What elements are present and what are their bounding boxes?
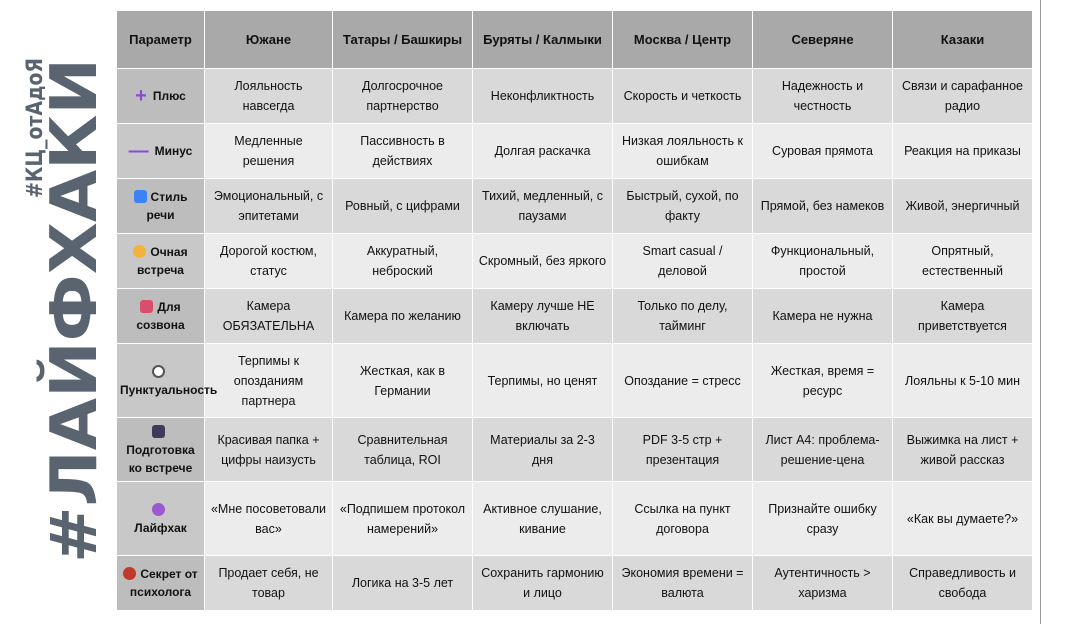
header-southerners: Южане <box>205 11 333 69</box>
table-cell: Долгосрочное партнерство <box>333 69 473 124</box>
table-cell: Экономия времени = валюта <box>613 556 753 611</box>
param-psychologist-secret: Секрет от психолога <box>117 556 205 611</box>
param-in-person-meeting: Очная встреча <box>117 234 205 289</box>
table-cell: Справедливость и свобода <box>893 556 1033 611</box>
hashtag-banner <box>8 35 112 568</box>
table-cell: Активное слушание, кивание <box>473 482 613 556</box>
param-punctuality: Пунктуальность <box>117 344 205 418</box>
table-cell: Терпимы к опозданиям партнера <box>205 344 333 418</box>
table-cell: Функциональный, простой <box>753 234 893 289</box>
header-buryats-kalmyks: Буряты / Калмыки <box>473 11 613 69</box>
table-row <box>117 344 1033 418</box>
table-cell: Долгая раскачка <box>473 124 613 179</box>
table-cell: Неконфликтность <box>473 69 613 124</box>
table-cell: Суровая прямота <box>753 124 893 179</box>
table-cell: Красивая папка + цифры наизусть <box>205 418 333 482</box>
table-cell: Опрятный, естественный <box>893 234 1033 289</box>
table-cell: Скорость и четкость <box>613 69 753 124</box>
table-cell: Прямой, без намеков <box>753 179 893 234</box>
table-cell: PDF 3-5 стр + презентация <box>613 418 753 482</box>
table-cell: Эмоциональный, с эпитетами <box>205 179 333 234</box>
header-moscow-center: Москва / Центр <box>613 11 753 69</box>
param-preparation: Подготовка ко встрече <box>117 418 205 482</box>
table-cell: «Подпишем протокол намерений» <box>333 482 473 556</box>
table-cell: Опоздание = стресс <box>613 344 753 418</box>
table-cell: Аккуратный, неброский <box>333 234 473 289</box>
table-cell: Надежность и честность <box>753 69 893 124</box>
table-cell: Связи и сарафанное радио <box>893 69 1033 124</box>
header-cossacks: Казаки <box>893 11 1033 69</box>
table-cell: Аутентичность > харизма <box>753 556 893 611</box>
notebook-icon <box>152 425 165 438</box>
table-cell: «Как вы думаете?» <box>893 482 1033 556</box>
param-lifehack: Лайфхак <box>117 482 205 556</box>
table-cell: Продает себя, не товар <box>205 556 333 611</box>
table-cell: Пассивность в действиях <box>333 124 473 179</box>
masks-icon <box>123 567 136 580</box>
header-parameter: Параметр <box>117 11 205 69</box>
table-cell: Жесткая, время = ресурс <box>753 344 893 418</box>
table-row <box>117 418 1033 482</box>
table-row <box>117 69 1033 124</box>
table-row <box>117 234 1033 289</box>
table-cell: Терпимы, но ценят <box>473 344 613 418</box>
table-row <box>117 482 1033 556</box>
side-title <box>8 35 112 568</box>
table-cell: Быстрый, сухой, по факту <box>613 179 753 234</box>
table-cell: Лист А4: проблема-решение-цена <box>753 418 893 482</box>
table-cell: Камера по желанию <box>333 289 473 344</box>
minus-sign-icon: — <box>128 140 149 162</box>
table-cell: Smart casual / деловой <box>613 234 753 289</box>
table-cell: Реакция на приказы <box>893 124 1033 179</box>
table-cell: Сохранить гармонию и лицо <box>473 556 613 611</box>
table-cell: Медленные решения <box>205 124 333 179</box>
table-cell: «Мне посоветовали вас» <box>205 482 333 556</box>
table-cell: Камера приветствуется <box>893 289 1033 344</box>
table-cell: Признайте ошибку сразу <box>753 482 893 556</box>
table-cell: Логика на 3-5 лет <box>333 556 473 611</box>
table-row <box>117 556 1033 611</box>
speech-symbols-icon <box>134 190 147 203</box>
table-cell: Материалы за 2-3 дня <box>473 418 613 482</box>
table-cell: Лояльны к 5-10 мин <box>893 344 1033 418</box>
handshake-icon <box>133 245 146 258</box>
param-minus: — Минус <box>117 124 205 179</box>
main-hashtag-text: #ЛАЙФХАКИ <box>38 84 112 563</box>
table-cell: Лояльность навсегда <box>205 69 333 124</box>
param-for-call: Для созвона <box>117 289 205 344</box>
table-cell: Камера не нужна <box>753 289 893 344</box>
sub-hashtag-text: #КЦ_отАдоЯ <box>23 35 48 198</box>
table-cell: Камера ОБЯЗАТЕЛЬНА <box>205 289 333 344</box>
table-cell: Низкая лояльность к ошибкам <box>613 124 753 179</box>
table-cell: Сравнительная таблица, ROI <box>333 418 473 482</box>
table-cell: Камеру лучше НЕ включать <box>473 289 613 344</box>
table-cell: Тихий, медленный, с паузами <box>473 179 613 234</box>
video-camera-icon <box>140 300 153 313</box>
table-cell: Только по делу, тайминг <box>613 289 753 344</box>
table-cell: Ровный, с цифрами <box>333 179 473 234</box>
header-northerners: Северяне <box>753 11 893 69</box>
smiling-devil-icon <box>152 503 165 516</box>
table-cell: Скромный, без яркого <box>473 234 613 289</box>
table-cell: Выжимка на лист + живой рассказ <box>893 418 1033 482</box>
table-cell: Живой, энергичный <box>893 179 1033 234</box>
table-cell: Жесткая, как в Германии <box>333 344 473 418</box>
table-row <box>117 289 1033 344</box>
param-speech-style: Стиль речи <box>117 179 205 234</box>
comparison-table <box>116 10 1033 611</box>
param-plus: + Плюс <box>117 69 205 124</box>
table-cell: Дорогой костюм, статус <box>205 234 333 289</box>
plus-sign-icon: + <box>135 85 147 107</box>
header-tatars-bashkirs: Татары / Башкиры <box>333 11 473 69</box>
header-row <box>117 11 1033 69</box>
clock-icon <box>152 365 165 378</box>
table-cell: Ссылка на пункт договора <box>613 482 753 556</box>
right-divider <box>1040 0 1041 624</box>
table-row <box>117 179 1033 234</box>
table-row <box>117 124 1033 179</box>
